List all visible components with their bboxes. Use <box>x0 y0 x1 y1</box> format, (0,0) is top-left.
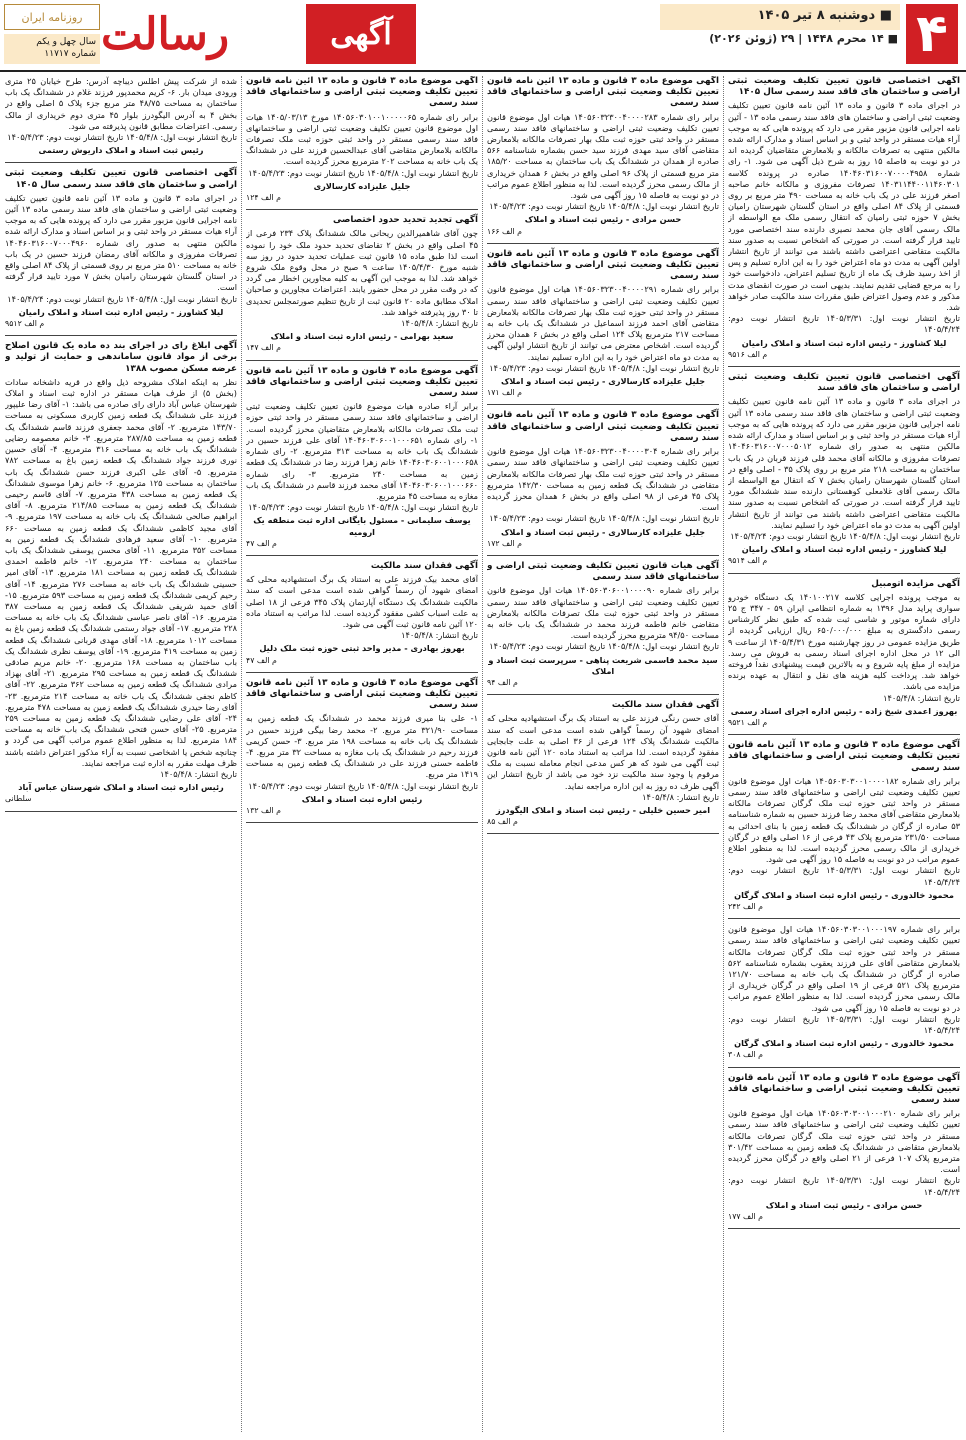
notice-divider <box>246 555 478 556</box>
notice-code: م الف ۱۴۷ <box>246 343 281 353</box>
notice-title: آگهی موضوع ماده ۳ قانون و ماده ۱۳ آئین نامه قانون تعیین تکلیف وضعیت ثبتی اراضی و ساختمانهای فاقد سند رسمی <box>246 365 478 399</box>
notice-divider <box>5 162 237 163</box>
column-separator <box>482 76 483 1432</box>
notice-divider <box>728 366 960 367</box>
column-3 <box>246 76 478 1432</box>
notice-dates: تاریخ انتشار نوبت اول: ۱۴۰۵/۴/۸ تاریخ انتشار نوبت دوم: ۱۴۰۵/۴/۲۳ <box>248 780 478 791</box>
notice-signature: محمود خالدوری - رئیس اداره ثبت اسناد و املاک گرگان <box>734 1038 954 1049</box>
notice-title: آگهی موضوع ماده ۳ قانون و ماده ۱۳ آئین نامه قانون تعیین تکلیف وضعیت ثبتی اراضی و ساختمانهای فاقد سند رسمی <box>487 76 719 109</box>
notice-divider <box>487 555 719 556</box>
notice-divider <box>728 1228 960 1229</box>
notice-dates: تاریخ انتشار نوبت اول: ۱۴۰۵/۴/۸ تاریخ انتشار نوبت دوم: ۱۴۰۵/۴/۲۴ <box>7 293 237 304</box>
legal-notice <box>487 76 719 237</box>
notice-code: سلطانی <box>5 794 32 804</box>
notice-body: برابر رای شماره ۱۴۰۵۶۰۳۰۶۰۰۱۰۰۰۰۹۰ هیات اول موضوع قانون تعیین تکلیف وضعیت ثبتی اراضی و ساختمانهای فاقد سند رسمی مستقر در واحد ثبتی حوزه ثبت ملک تصرفات مالکانه بلامعارض متقاضی خانم فاطمه فرزند محمد در ششدانگ یک باب خانه به مساحت ۹۴/۵۰ مترمربع محرز گردیده است. <box>487 585 719 641</box>
notice-body: برابر رای شماره ۱۴۰۵۶۰۳۲۳۰۰۴۰۰۰۰۳۰۴ هیات اول موضوع قانون تعیین تکلیف وضعیت ثبتی اراضی و ساختمانهای فاقد سند رسمی مستقر در واحد ثبتی حوزه ثبت ملک بهار تصرفات مالکانه بلامعارض متقاضی در ششدانگ یک قطعه زمین به مساحت ۱۴۲/۳۰ مترمربع پلاک ۴۵ فرعی از ۹۸ اصلی واقع در بخش ۶ همدان محرز گردیده است. <box>487 446 719 513</box>
notice-signature: بهروز اعمدی شیخ زاده - رئیس اداره اجرای اسناد رسمی <box>730 705 958 716</box>
newspaper-logo: رسالت <box>100 8 230 60</box>
masthead <box>0 0 966 70</box>
legal-notice <box>5 341 237 804</box>
notice-code: م الف ۱۶۶ <box>487 226 522 236</box>
notice-dates: تاریخ انتشار نوبت اول: ۱۴۰۵/۴/۸ تاریخ انتشار نوبت دوم: ۱۴۰۵/۴/۲۳ <box>248 167 478 178</box>
notice-divider <box>487 694 719 695</box>
notice-signature: حسن مرادی - رئیس ثبت اسناد و املاک <box>765 1199 923 1210</box>
notice-dates: تاریخ انتشار: ۱۴۰۵/۴/۸ <box>401 630 478 641</box>
legal-notice <box>728 740 960 912</box>
notice-title: آگهی هیات قانون تعیین تکلیف وضعیت ثبتی اراضی و ساختمانهای فاقد سند رسمی <box>487 560 719 583</box>
notice-code: م الف ۹۵۲۱ <box>728 717 768 727</box>
notice-body: آقای حسن رنگی فرزند علی به استناد یک برگ استشهادیه محلی که امضای شهود آن رسماً گواهی شده است مدعی است که سند مالکیت ششدانگ پلاک ۱۲۴ فرعی از ۳۶ اصلی به علت جابجایی مفقود گردیده است. لذا مراتب به استناد ماده ۱۲۰ آئین نامه قانون ثبت آگهی می شود که هر کس مدعی انجام معامله نسبت به ملک مرقوم یا وجود سند مالکیت نزد خود می باشد از تاریخ انتشار این آگهی ظرف ده روز به این اداره مراجعه نماید. <box>487 713 719 791</box>
notice-divider <box>487 833 719 834</box>
notice-divider <box>246 209 478 210</box>
notice-body: در اجرای ماده ۳ قانون و ماده ۱۳ آئین نامه قانون تعیین تکلیف وضعیت ثبتی اراضی و ساختمان های فاقد سند رسمی ماده ۱۳ آئین نامه اجرایی قانون مزبور مقرر می دارد که پرونده هایی که به موجب آراء هیات مستقر در واحد ثبتی و بر اساس اسناد و مدارک ارائه شده مالکین منتهی به صدور رای شماره ۱۴۰۴۶۰۳۱۶۰۰۷۰۰۰۵۰۱۲ تصرفات مفروزی و مالکانه آقای محمد قلی فرزند قربان در یک باب ساختمان به مساحت ۲۱۸ متر مربع بر روی پلاک ۳۵ - اصلی واقع در استان گلستان شهرستان رامیان بخش ۷ که انتقال مع الواسطه از مالک رسمی آقای غلامعلی کوهستانی دارنده سند ششدانگ مورد تایید قرار گرفته است. در صورتی که اشخاص نسبت به صدور سند مالکیت متقاضی اعتراضی داشته باشند می توانند از تاریخ انتشار اولین آگهی به مدت دو ماه اعتراض خود را تسلیم نمایند. <box>728 396 960 530</box>
small-logo: روزنامه ایران <box>4 4 100 30</box>
notice-signature: سعید بهرامی - رئیس اداره ثبت اسناد و املاک <box>270 331 454 342</box>
notice-code: م الف ۸۵ <box>487 817 518 827</box>
notice-signature: رئیس اداره ثبت اسناد و املاک <box>301 793 423 804</box>
notice-divider <box>728 1067 960 1068</box>
notice-dates: تاریخ انتشار نوبت اول: ۱۴۰۵/۴/۸ تاریخ انتشار نوبت دوم: ۱۴۰۵/۴/۲۳ <box>489 201 719 212</box>
date-line: ■ دوشنبه ۸ تیر ۱۴۰۵ <box>757 8 892 23</box>
notice-dates: تاریخ انتشار نوبت اول: ۱۴۰۵/۴/۸ تاریخ انتشار نوبت دوم: ۱۴۰۵/۴/۲۳ <box>489 641 719 652</box>
notice-dates: تاریخ انتشار نوبت اول: ۱۴۰۵/۴/۸ تاریخ انتشار نوبت دوم: ۱۴۰۵/۴/۲۳ <box>7 132 237 143</box>
notice-body: برابر رای شماره ۱۴۰۵۶۰۳۰۳۰۰۱۰۰۰۲۱۰ هیات اول موضوع قانون تعیین تکلیف وضعیت ثبتی اراضی و ساختمانهای فاقد سند رسمی مستقر در واحد ثبتی حوزه ثبت ملک گرگان تصرفات مالکانه بلامعارض متقاضی در ششدانگ یک قطعه زمین به مساحت ۳۰۱/۴۲ مترمربع پلاک ۱۰۷ فرعی از ۲۱ اصلی واقع در گرگان محرز گردیده است. <box>728 1108 960 1175</box>
notice-title: آگهی موضوع ماده ۳ قانون و ماده ۱۳ آئین نامه قانون تعیین تکلیف وضعیت ثبتی اراضی و ساختمانهای فاقد سند رسمی <box>246 76 478 109</box>
page-number: ۴ <box>906 4 958 64</box>
notice-title: آگهی اختصاصی قانون تعیین تکلیف وضعیت ثبتی اراضی و ساختمان های فاقد سند رسمی سال ۱۴۰۵ <box>728 76 960 98</box>
notice-body: شده از شرکت پیش اطلس دیباچه آدرس: طرح خیابان ۲۵ متری ورودی میدان بار. ۶- کریم محمدپور فرزند غلام در ششدانگ یک باب ساختمان به مساحت ۴۸/۷۵ متر مربع جزء پلاک ۵ اصلی واقع در بخش ۴ به آدرس الیگودرز بلوار ۴۵ متری دوم خریداری از مالک رسمی. اعتراضات مطابق قانون پذیرفته می شود. <box>5 76 237 131</box>
notice-divider <box>728 734 960 735</box>
notice-body: در اجرای ماده ۳ قانون و ماده ۱۳ آئین نامه قانون تعیین تکلیف وضعیت ثبتی اراضی و ساختمان های فاقد سند رسمی ماده ۱۳ آئین نامه اجرایی قانون مزبور مقرر می دارد که پرونده هایی که به موجب آراء هیات مستقر در واحد ثبتی و بر اساس اسناد و مدارک ارائه شده مالکین منتهی به صدور رای شماره ۱۴۰۴۶۰۳۱۶۰۰۷۰۰۰۴۹۶۰ تصرفات مفروزی و مالکانه آقای رمضان فرزند حسین در یک باب خانه به مساحت ۵۱۰ متر مربع بر روی قسمتی از پلاک ۸۴ اصلی واقع در استان گلستان شهرستان رامیان بخش ۷ مورد تایید قرار گرفته است. <box>5 192 237 293</box>
column-2 <box>487 76 719 1432</box>
notice-code: م الف ۴۷ <box>246 538 277 548</box>
legal-notice <box>728 924 960 1060</box>
legal-notice <box>5 76 237 156</box>
notice-code: م الف ۹۵۱۶ <box>728 349 768 359</box>
notice-title: آگهی مزایده اتومبیل <box>871 578 960 589</box>
legal-notice <box>246 215 478 353</box>
legal-notice <box>728 1073 960 1223</box>
legal-notice <box>728 579 960 729</box>
notice-signature: جلیل علیزاده کارسالاری <box>313 180 411 191</box>
legal-notice <box>5 168 237 329</box>
notice-title: آگهی فقدان سند مالکیت <box>370 560 478 571</box>
notice-divider <box>246 822 478 823</box>
notice-code: م الف ۱۲۴ <box>246 193 281 203</box>
notice-title: آگهی ابلاغ رای در اجرای بند ده ماده یک قانون اصلاح برخی از مواد قانون ساماندهی و حمایت از تولید و عرضه مسکن مصوب ۱۳۸۸ <box>5 341 237 374</box>
notice-code: م الف ۱۳۲ <box>246 805 281 815</box>
notice-body: در اجرای ماده ۳ قانون و ماده ۱۳ آئین نامه قانون تعیین تکلیف وضعیت ثبتی اراضی و ساختمان های فاقد سند رسمی ماده ۱۳ - آئین نامه اجرایی قانون مزبور مقرر می دارد که پرونده هایی که به موجب آراء هیات مستقر در واحد ثبتی و بر اساس اسناد و مدارک ارائه شده مالکین منتهی به تصرفات مالکانه و بلامعارض متقاضیان گردیده اند در دو نوبت به فاصله ۱۵ روز به شرح ذیل آگهی می شود. ۱- رای شماره ۱۴۰۴۶۰۳۱۶۰۰۷۰۰۰۰۴۹۵۸ صادره در پرونده کلاسه ۱۴۰۳۱۱۴۴۰۰۱۱۴۶۰۳۰۱ تصرفات مفروزی و مالکانه خانم صاحبه اصغر فرزند علی در یک باب خانه به مساحت ۴۹۰ متر مربع بر روی قسمتی از پلاک ۸۴ اصلی واقع در استان گلستان شهرستان رامیان بخش ۷ حوزه ثبتی رامیان که انتقال رسمی ملک مع الواسطه از مالک رسمی آقای جان محمد نصیری دارنده سند اختصاصی مورد تایید قرار گرفته است. در صورتی که اشخاص نسبت به صدور سند مالکیت متقاضی اعتراضی داشته باشند می توانند از تاریخ انتشار اولین آگهی به مدت دو ماه اعتراض خود را به این اداره تسلیم و پس از اخذ رسید ظرف یک ماه از تاریخ تسلیم اعتراض، دادخواست خود را به مرجع قضایی تقدیم نمایند. بدیهی است در صورت انقضای مدت مذکور و عدم وصول اعتراض طبق مقررات سند مالکیت صادر خواهد شد. <box>728 100 960 313</box>
notice-body: برابر آراء صادره هیات موضوع قانون تعیین تکلیف وضعیت ثبتی اراضی و ساختمانهای فاقد سند رسمی مستقر در واحد ثبتی حوزه ثبت ملک تصرفات مالکانه بلامعارض متقاضیان محرز گردیده است. ۱- رای شماره ۱۴۰۴۶۰۳۰۶۰۰۱۰۰۰۶۵۱ آقای علی فرزند حسین در ششدانگ یک باب خانه به مساحت ۳۱۳ مترمربع. ۲- رای شماره ۱۴۰۴۶۰۳۰۶۰۰۱۰۰۰۶۵۸ خانم زهرا فرزند رضا در ششدانگ یک قطعه زمین به مساحت ۲۴۰ مترمربع. ۳- رای شماره ۱۴۰۴۶۰۳۰۶۰۰۱۰۰۰۶۶۰ آقای محمد فرزند قاسم در ششدانگ یک باب مغازه به مساحت ۴۵ مترمربع. <box>246 401 478 501</box>
notice-signature: جلیل علیزاده کارسالاری - رئیس ثبت اسناد و املاک <box>500 376 706 387</box>
notice-dates: تاریخ انتشار: ۱۴۰۵/۴/۸ <box>160 768 237 779</box>
notice-signature: جلیل علیزاده کارسالاری - رئیس ثبت اسناد و املاک <box>500 526 706 537</box>
notice-divider <box>728 918 960 919</box>
legal-notice <box>246 561 478 666</box>
notice-dates: تاریخ انتشار نوبت اول: ۱۴۰۵/۴/۸ تاریخ انتشار نوبت دوم: ۱۴۰۵/۴/۲۳ <box>248 502 478 513</box>
legal-notice <box>487 249 719 399</box>
column-4 <box>5 76 237 1432</box>
notice-body: برابر رای شماره ۱۴۰۵۶۰۳۲۳۰۰۴۰۰۰۰۲۹۱ هیات اول موضوع قانون تعیین تکلیف وضعیت ثبتی اراضی و ساختمانهای فاقد سند رسمی مستقر در واحد ثبتی حوزه ثبت ملک بهار تصرفات مالکانه بلامعارض متقاضی آقای احمد فرزند اسماعیل در ششدانگ یک باب خانه به مساحت ۲۱۷ مترمربع پلاک ۱۲۴ اصلی واقع در بخش ۶ همدان محرز گردیده است. اشخاص معترض می توانند از تاریخ انتشار اولین آگهی به مدت دو ماه اعتراض خود را به این اداره تسلیم نمایند. <box>487 284 719 362</box>
notice-signature: لیلا کشاورز - رئیس اداره ثبت اسناد و املاک رامیان <box>741 544 947 555</box>
notice-code: م الف ۱۷۲ <box>487 538 522 548</box>
notice-body: برابر رای شماره ۱۴۰۵۶۰۳۰۳۰۰۱۰۰۰۱۹۷ هیات اول موضوع قانون تعیین تکلیف وضعیت ثبتی اراضی و ساختمانهای فاقد سند رسمی مستقر در واحد ثبتی حوزه ثبت ملک گرگان تصرفات مالکانه بلامعارض متقاضی آقای علی فرزند یعقوب بشماره شناسنامه ۵۶۲ صادره از گرگان در ششدانگ یک باب خانه به مساحت ۱۲۱/۷۰ مترمربع پلاک ۵۲۱ فرعی از ۱۹ اصلی واقع در گرگان خریداری از مالک رسمی محرز گردیده است. لذا به منظور اطلاع عموم مراتب در دو نوبت به فاصله ۱۵ روز آگهی می شود. <box>728 924 960 1013</box>
notice-dates: تاریخ انتشار: ۱۴۰۵/۴/۸ <box>883 692 960 703</box>
notice-code: م الف ۱۷۱ <box>487 388 522 398</box>
notice-dates: تاریخ انتشار نوبت اول: ۱۴۰۵/۳/۳۱ تاریخ انتشار نوبت دوم: ۱۴۰۵/۴/۲۴ <box>728 1175 960 1197</box>
notice-dates: تاریخ انتشار نوبت اول: ۱۴۰۵/۴/۸ تاریخ انتشار نوبت دوم: ۱۴۰۵/۴/۲۳ <box>489 362 719 373</box>
notice-title: آگهی موضوع ماده ۳ قانون و ماده ۱۳ آئین نامه قانون تعیین تکلیف وضعیت ثبتی اراضی و ساختمانهای فاقد سند رسمی <box>246 677 478 711</box>
notice-title: آگهی اختصاصی قانون تعیین تکلیف وضعیت ثبتی اراضی و ساختمان های فاقد سند <box>728 372 960 394</box>
legal-notice <box>728 76 960 360</box>
legal-notice <box>487 410 719 548</box>
notice-title: آگهی تجدید تحدید حدود اختصاصی <box>332 215 478 226</box>
notice-dates: تاریخ انتشار نوبت اول: ۱۴۰۵/۴/۸ تاریخ انتشار نوبت دوم: ۱۴۰۵/۴/۲۴ <box>730 530 960 541</box>
legal-notice <box>487 561 719 688</box>
notice-dates: تاریخ انتشار نوبت اول: ۱۴۰۵/۴/۸ تاریخ انتشار نوبت دوم: ۱۴۰۵/۴/۲۳ <box>489 513 719 524</box>
notice-divider <box>728 573 960 574</box>
column-separator <box>723 76 724 1432</box>
date-bar <box>660 4 900 30</box>
notice-code: م الف ۳۰۸ <box>728 1050 763 1060</box>
notice-dates: تاریخ انتشار: ۱۴۰۵/۴/۸ <box>401 318 478 329</box>
notice-divider <box>487 404 719 405</box>
legal-notice <box>487 700 719 827</box>
notice-code: م الف ۱۷۷ <box>728 1212 763 1222</box>
issue-number: شماره ۱۱۷۱۷ <box>44 49 96 59</box>
legal-notice <box>246 678 478 816</box>
notice-divider <box>246 672 478 673</box>
legal-notice <box>728 372 960 566</box>
notice-code: م الف ۹۵۱۲ <box>5 319 45 329</box>
notice-signature: رئیس ثبت اسناد و املاک داریوش رستمی <box>38 145 204 156</box>
notice-title: آگهی موضوع ماده ۳ قانون و ماده ۱۳ آئین نامه قانون تعیین تکلیف وضعیت ثبتی اراضی و ساختمانهای فاقد سند رسمی <box>728 1072 960 1106</box>
notice-dates: تاریخ انتشار: ۱۴۰۵/۴/۸ <box>642 791 719 802</box>
notice-dates: تاریخ انتشار نوبت اول: ۱۴۰۵/۳/۳۱ تاریخ انتشار نوبت دوم: ۱۴۰۵/۴/۲۴ <box>728 1013 960 1036</box>
notice-dates: تاریخ انتشار نوبت اول: ۱۴۰۵/۳/۳۱ تاریخ انتشار نوبت دوم: ۱۴۰۵/۴/۲۴ <box>728 313 960 335</box>
notice-body: چون آقای شاهمیرالدین ریحانی مالک ششدانگ پلاک ۲۳۴ فرعی از ۴۵ اصلی واقع در بخش ۲ تقاضای تحدید حدود ملک خود را نموده است لذا طبق ماده ۱۵ قانون ثبت عملیات تحدید حدود در روز سه شنبه مورخ ۱۴۰۵/۴/۳۰ ساعت ۹ صبح در محل وقوع ملک شروع خواهد شد. لذا به موجب این آگهی به کلیه مجاورین اخطار می گردد که در وقت مقرر در محل حضور یابند. اعتراضات مجاورین و صاحبان املاک مطابق ماده ۲۰ قانون ثبت از تاریخ تنظیم صورتمجلس تحدیدی تا ۳۰ روز پذیرفته خواهد شد. <box>246 228 478 317</box>
column-separator <box>241 76 242 1432</box>
legal-notice <box>246 366 478 549</box>
notice-signature: امیر حسین خلیلی - رئیس ثبت اسناد و املاک الیگودرز <box>495 804 711 815</box>
notice-code: م الف ۹۴ <box>487 677 518 687</box>
section-title: آگهی <box>306 4 416 64</box>
notice-signature: رئیس اداره ثبت اسناد و املاک شهرستان عباس آباد <box>18 782 224 793</box>
notice-divider <box>5 335 237 336</box>
notice-code: م الف ۹۵۱۴ <box>728 556 768 566</box>
notice-body: برابر رای شماره ۱۴۰۵۶۰۳۰۳۰۰۱۰۰۰۰۱۸۲ هیات اول موضوع قانون تعیین تکلیف وضعیت ثبتی اراضی و ساختمانهای فاقد سند رسمی مستقر در واحد ثبتی حوزه ثبت ملک گرگان تصرفات مالکانه بلامعارض متقاضی آقای محمد رضا فرزند حسین به شماره شناسنامه ۵۳ صادره از گرگان در ششدانگ یک قطعه زمین با بنای احداثی به مساحت ۲۳۱/۵۰ مترمربع پلاک ۴۳ فرعی از ۱۶ اصلی واقع در گرگان خریداری از مالک رسمی محرز گردیده است. لذا به منظور اطلاع عموم مراتب در دو نوبت به فاصله ۱۵ روز آگهی می شود. <box>728 775 960 865</box>
notice-title: آگهی موضوع ماده ۳ قانون و ماده ۱۳ آئین نامه قانون تعیین تکلیف وضعیت ثبتی اراضی و ساختمانهای فاقد سند رسمی <box>487 248 719 282</box>
notice-title: آگهی اختصاصی قانون تعیین تکلیف وضعیت ثبتی اراضی و ساختمان های فاقد سند رسمی سال ۱۴۰۵ <box>5 168 237 190</box>
notice-divider <box>487 243 719 244</box>
issue-info-box <box>4 34 100 64</box>
notice-signature: لیلا کشاورز - رئیس اداره ثبت اسناد و املاک رامیان <box>18 306 224 317</box>
notice-signature: سید محمد قاسمی شریعت پناهی - سرپرست ثبت اسناد و املاک <box>488 654 718 676</box>
year-issue: سال چهل و یکم <box>36 37 96 47</box>
notice-signature: یوسف سلیمانی - مسئول بایگانی اداره ثبت منطقه یک ارومیه <box>253 515 471 537</box>
notice-title: آگهی موضوع ماده ۳ قانون و ماده ۱۳ آئین نامه قانون تعیین تکلیف وضعیت ثبتی اراضی و ساختمانهای فاقد سند رسمی <box>728 740 960 773</box>
header-rule <box>0 70 966 72</box>
notice-body: برابر رای شماره ۱۴۰۵۶۰۳۰۱۰۰۱۰۰۰۰۰۶۵ مورخ ۱۴۰۵/۰۳/۱۳ هیات اول موضوع قانون تعیین تکلیف وضعیت ثبتی اراضی و ساختمانهای فاقد سند رسمی مستقر در واحد ثبتی حوزه ثبت ملک تصرفات مالکانه بلامعارض متقاضی آقای عبدالحسین فرزند علی در ششدانگ یک باب خانه به مساحت ۲۰۲ مترمربع محرز گردیده است. <box>246 111 478 167</box>
notice-body: آقای محمد بیک فرزند علی به استناد یک برگ استشهادیه محلی که امضای شهود آن رسماً گواهی شده است مدعی است که سند مالکیت ششدانگ یک دستگاه آپارتمان پلاک ۳۴۵ فرعی از ۱۸ اصلی به علت اسباب کشی مفقود گردیده است. لذا مراتب به استناد ماده ۱۲۰ آئین نامه قانون ثبت آگهی می شود. <box>246 574 478 629</box>
notice-dates: تاریخ انتشار نوبت اول: ۱۴۰۵/۳/۳۱ تاریخ انتشار نوبت دوم: ۱۴۰۵/۴/۲۴ <box>728 865 960 887</box>
hijri-date: ■ ۱۴ محرم ۱۴۴۸ | ۲۹ (ژوئن ۲۰۲۶) <box>709 32 898 45</box>
notice-title: آگهی موضوع ماده ۳ قانون و ماده ۱۳ آئین نامه قانون تعیین تکلیف وضعیت ثبتی اراضی و ساختمانهای فاقد سند رسمی <box>487 410 719 443</box>
notice-divider <box>5 811 237 812</box>
column-1 <box>728 76 960 1432</box>
legal-notice <box>246 76 478 203</box>
notice-body: ۱- علی بنا میری فرزند محمد در ششدانگ یک قطعه زمین به مساحت ۳۲۱/۹۰ متر مربع. ۲- محمد رضا بیگی فرزند حسین در ششدانگ یک باب خانه به مساحت ۱۹۸ متر مربع. ۳- حسن کریمی فرزند رحیم در ششدانگ یک باب مغازه به مساحت ۳۲ متر مربع. ۴- فاطمه حسنی فرزند علی در ششدانگ یک قطعه زمین به مساحت ۱۴۱۹ متر مربع. <box>246 713 478 780</box>
notice-code: م الف ۴۷ <box>246 655 277 665</box>
notice-body: نظر به اینکه املاک مشروحه ذیل واقع در قریه داشخانه سادات (بخش ۵) از طرف هیات مستقر در اداره ثبت اسناد و املاک شهرستان عباس آباد دارای رای صادره می باشد: ۱- آقای رضا علیپور فرزند علی ششدانگ یک قطعه زمین کاربری مسکونی به مساحت ۱۴۳/۷۰ مترمربع. ۲- آقای محمد جعفری فرزند قاسم ششدانگ یک قطعه زمین به مساحت ۲۸۷/۸۵ مترمربع. ۳- خانم معصومه رضایی ششدانگ یک باب خانه به مساحت ۳۱۶ مترمربع. ۴- آقای حسین نوری فرزند جواد ششدانگ یک قطعه زمین باغ به مساحت ۷۸۲ مترمربع. ۵- آقای علی اکبری فرزند حسن ششدانگ یک باب ساختمان به مساحت ۱۲۵ مترمربع. ۶- خانم زهرا موسوی ششدانگ یک قطعه زمین به مساحت ۴۳۸ مترمربع. ۷- آقای قاسم رحیمی ششدانگ یک قطعه زمین به مساحت ۲۱۴/۸۵ مترمربع. ۸- آقای ابراهیم صالحی ششدانگ یک باب خانه به مساحت ۱۹۷ مترمربع. ۹- آقای مجید کاظمی ششدانگ یک قطعه زمین به مساحت ۶۶۰ مترمربع. ۱۰- آقای سعید فرهادی ششدانگ یک قطعه زمین به مساحت ۳۵۲ مترمربع. ۱۱- آقای محسن یوسفی ششدانگ یک باب ساختمان به مساحت ۲۴۰ مترمربع. ۱۲- خانم فاطمه احمدی ششدانگ یک قطعه زمین به مساحت ۱۸۱ مترمربع. ۱۳- آقای امیر حسینی ششدانگ یک باب خانه به مساحت ۲۷۶ مترمربع. ۱۴- آقای رحیم کریمی ششدانگ یک قطعه زمین به مساحت ۵۹۳ مترمربع. ۱۵- آقای حمید شریفی ششدانگ یک قطعه زمین به مساحت ۳۸۷ مترمربع. ۱۶- آقای ناصر عباسی ششدانگ یک باب خانه به مساحت ۲۲۸ مترمربع. ۱۷- آقای جواد رستمی ششدانگ یک قطعه زمین باغ به مساحت ۱۰۱۲ مترمربع. ۱۸- آقای مهدی قربانی ششدانگ یک قطعه زمین به مساحت ۴۱۹ مترمربع. ۱۹- آقای یوسف نظری ششدانگ یک باب ساختمان به مساحت ۱۶۸ مترمربع. ۲۰- خانم مریم صادقی ششدانگ یک قطعه زمین به مساحت ۲۹۵ مترمربع. ۲۱- آقای بهزاد مرادی ششدانگ یک قطعه زمین به مساحت ۳۶۲ مترمربع. ۲۲- آقای کاظم نجفی ششدانگ یک باب خانه به مساحت ۲۱۴ مترمربع. ۲۳- آقای رضا حیدری ششدانگ یک قطعه زمین به مساحت ۴۷۸ مترمربع. ۲۴- آقای علی رضایی ششدانگ یک قطعه زمین به مساحت ۲۵۹ مترمربع. ۲۵- آقای حسن فتحی ششدانگ یک باب خانه به مساحت ۱۸۴ مترمربع. لذا به منظور اطلاع عموم مراتب آگهی می گردد و چنانچه شخص یا اشخاصی نسبت به آراء مذکور اعتراض داشته باشند ظرف مهلت مقرر به اداره ثبت مراجعه نمایند. <box>5 376 237 768</box>
notice-title: آگهی فقدان سند مالکیت <box>611 700 719 711</box>
notice-signature: محمود خالدوری - رئیس اداره ثبت اسناد و املاک گرگان <box>734 889 954 900</box>
notice-divider <box>246 360 478 361</box>
notice-body: برابر رای شماره ۱۴۰۵۶۰۳۲۳۰۰۴۰۰۰۰۲۸۳ هیات اول موضوع قانون تعیین تکلیف وضعیت ثبتی اراضی و ساختمانهای فاقد سند رسمی مستقر در واحد ثبتی حوزه ثبت ملک بهار تصرفات مالکانه بلامعارض متقاضی آقای سید مهدی فرزند سید حسن بشماره شناسنامه ۵۶۶ صادره از همدان در ششدانگ یک باب ساختمان به مساحت ۱۸۵/۲۰ متر مربع قسمتی از پلاک ۹۶ اصلی واقع در بخش ۶ همدان خریداری از مالک رسمی محرز گردیده است. لذا به منظور اطلاع عموم مراتب در دو نوبت به فاصله ۱۵ روز آگهی می شود. <box>487 111 719 201</box>
notice-signature: بهروز بهادری - مدیر واحد ثبتی حوزه ثبت ملک دلیل <box>259 643 465 654</box>
notice-signature: لیلا کشاورز - رئیس اداره ثبت اسناد و املاک رامیان <box>741 337 947 348</box>
notice-body: به موجب پرونده اجرایی کلاسه ۱۴۰۱۰۰۲۱۷ یک دستگاه خودرو سواری پراید مدل ۱۳۹۶ به شماره انتظامی ایران ۵۹ - ۳۴۷ ج ۲۵ دارای شماره موتور و شاسی ثبت شده که طبق نظر کارشناس رسمی دادگستری به مبلغ ۶۵۰/۰۰۰/۰۰۰ ریال ارزیابی گردیده از طریق مزایده عمومی در روز چهارشنبه مورخ ۱۴۰۵/۴/۳۱ از ساعت ۹ الی ۱۲ در محل اداره اجرای اسناد رسمی به فروش می رسد. مزایده از مبلغ پایه شروع و به بالاترین قیمت پیشنهادی نقداً فروخته خواهد شد. پرداخت کلیه هزینه های نقل و انتقال به عهده برنده مزایده می باشد. <box>728 591 960 692</box>
notice-code: م الف ۲۴۲ <box>728 902 763 912</box>
notice-signature: حسن مرادی - رئیس ثبت اسناد و املاک <box>524 214 682 225</box>
